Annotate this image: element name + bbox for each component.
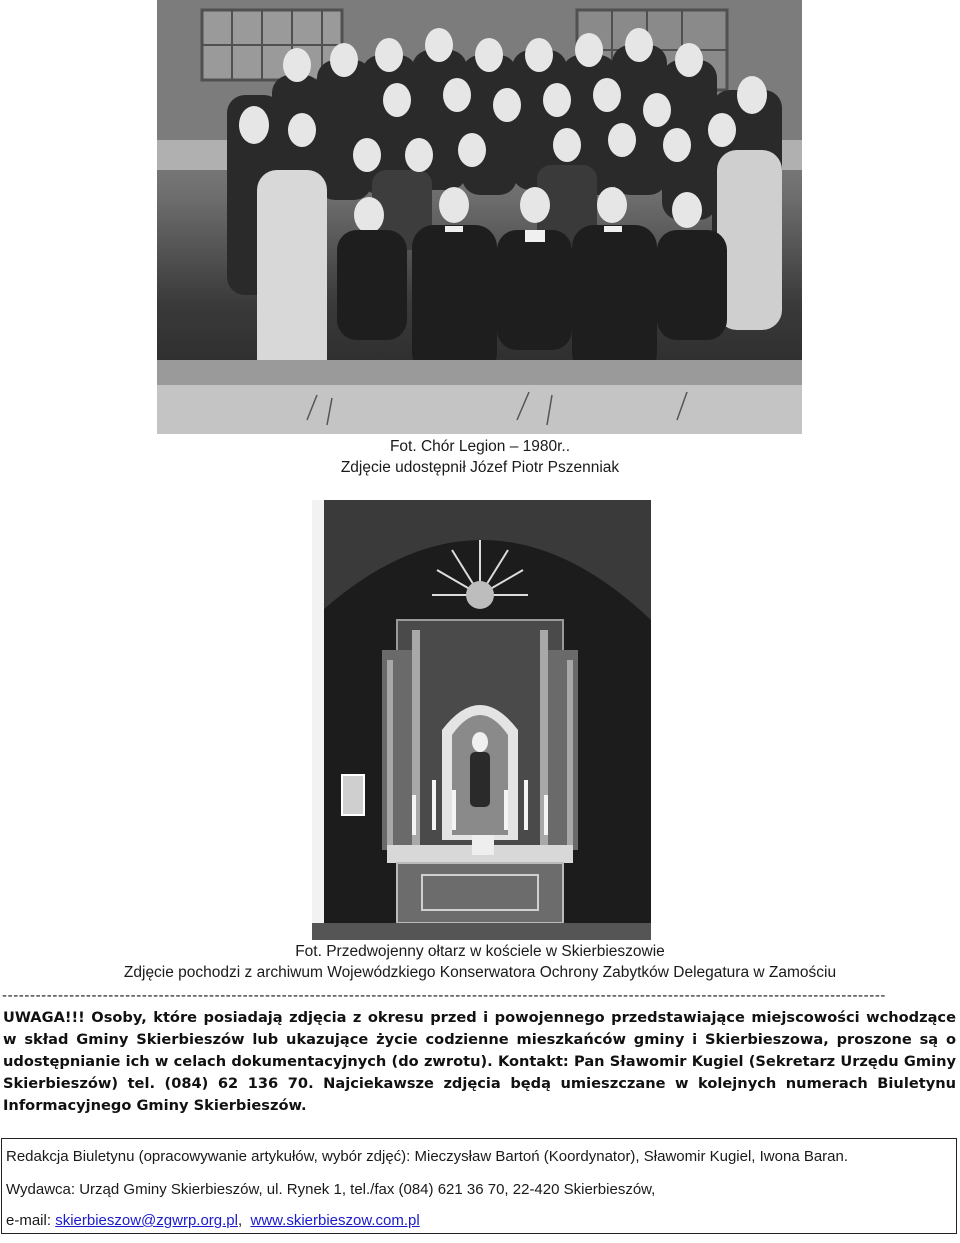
altar-photo-caption-title: Fot. Przedwojenny ołtarz w kościele w Skierbieszowie xyxy=(295,943,665,960)
email-link[interactable]: skierbieszow@zgwrp.org.pl xyxy=(55,1212,238,1229)
footer-email-label: e-mail: xyxy=(6,1212,56,1229)
dashed-separator: -------------------------------------------------------------------------------------------------------------------------------------------------------------- xyxy=(2,987,887,1004)
footer-comma: , xyxy=(237,1212,251,1229)
choir-group-photo xyxy=(157,0,802,434)
footer-publisher: Wydawca: Urząd Gminy Skierbieszów, ul. Rynek 1, tel./fax (084) 621 36 70, 22-420 Skierbieszów, xyxy=(6,1181,656,1198)
choir-photo-caption-title: Fot. Chór Legion – 1980r.. xyxy=(389,438,571,455)
footer-box xyxy=(1,1138,957,1234)
altar-photo-illustration xyxy=(312,500,651,940)
choir-photo-illustration xyxy=(157,0,802,434)
footer-editorial: Redakcja Biuletynu (opracowywanie artykułów, wybór zdjęć): Mieczysław Bartoń (Koordynator), Sławomir Kugiel, Iwona Baran. xyxy=(6,1148,849,1165)
altar-photo-caption-source: Zdjęcie pochodzi z archiwum Wojewódzkiego Konserwatora Ochrony Zabytków Delegatura w Zamościu xyxy=(123,964,837,981)
website-link[interactable]: www.skierbieszow.com.pl xyxy=(250,1212,420,1229)
choir-photo-caption-credit: Zdjęcie udostępnił Józef Piotr Pszenniak xyxy=(340,459,620,476)
altar-photo xyxy=(312,500,651,940)
footer-contact xyxy=(6,1211,420,1231)
notice-paragraph: UWAGA!!! Osoby, które posiadają zdjęcia z okresu przed i powojennego przedstawiające miejscowości wchodzące w skład Gminy Skierbieszów lub ukazujące życie codzienne mieszkańców gminy i Skierbieszowa, proszone są o udostępnianie ich w celach dokumentacyjnych (do zwrotu). Kontakt: Pan Sławomir Kugiel (Sekretarz Urzędu Gminy Skierbieszów) tel. (084) 62 136 70. Najciekawsze zdjęcia będą umieszczane w kolejnych numerach Biuletynu Informacyjnego Gminy Skierbieszów. xyxy=(3,1009,956,1114)
